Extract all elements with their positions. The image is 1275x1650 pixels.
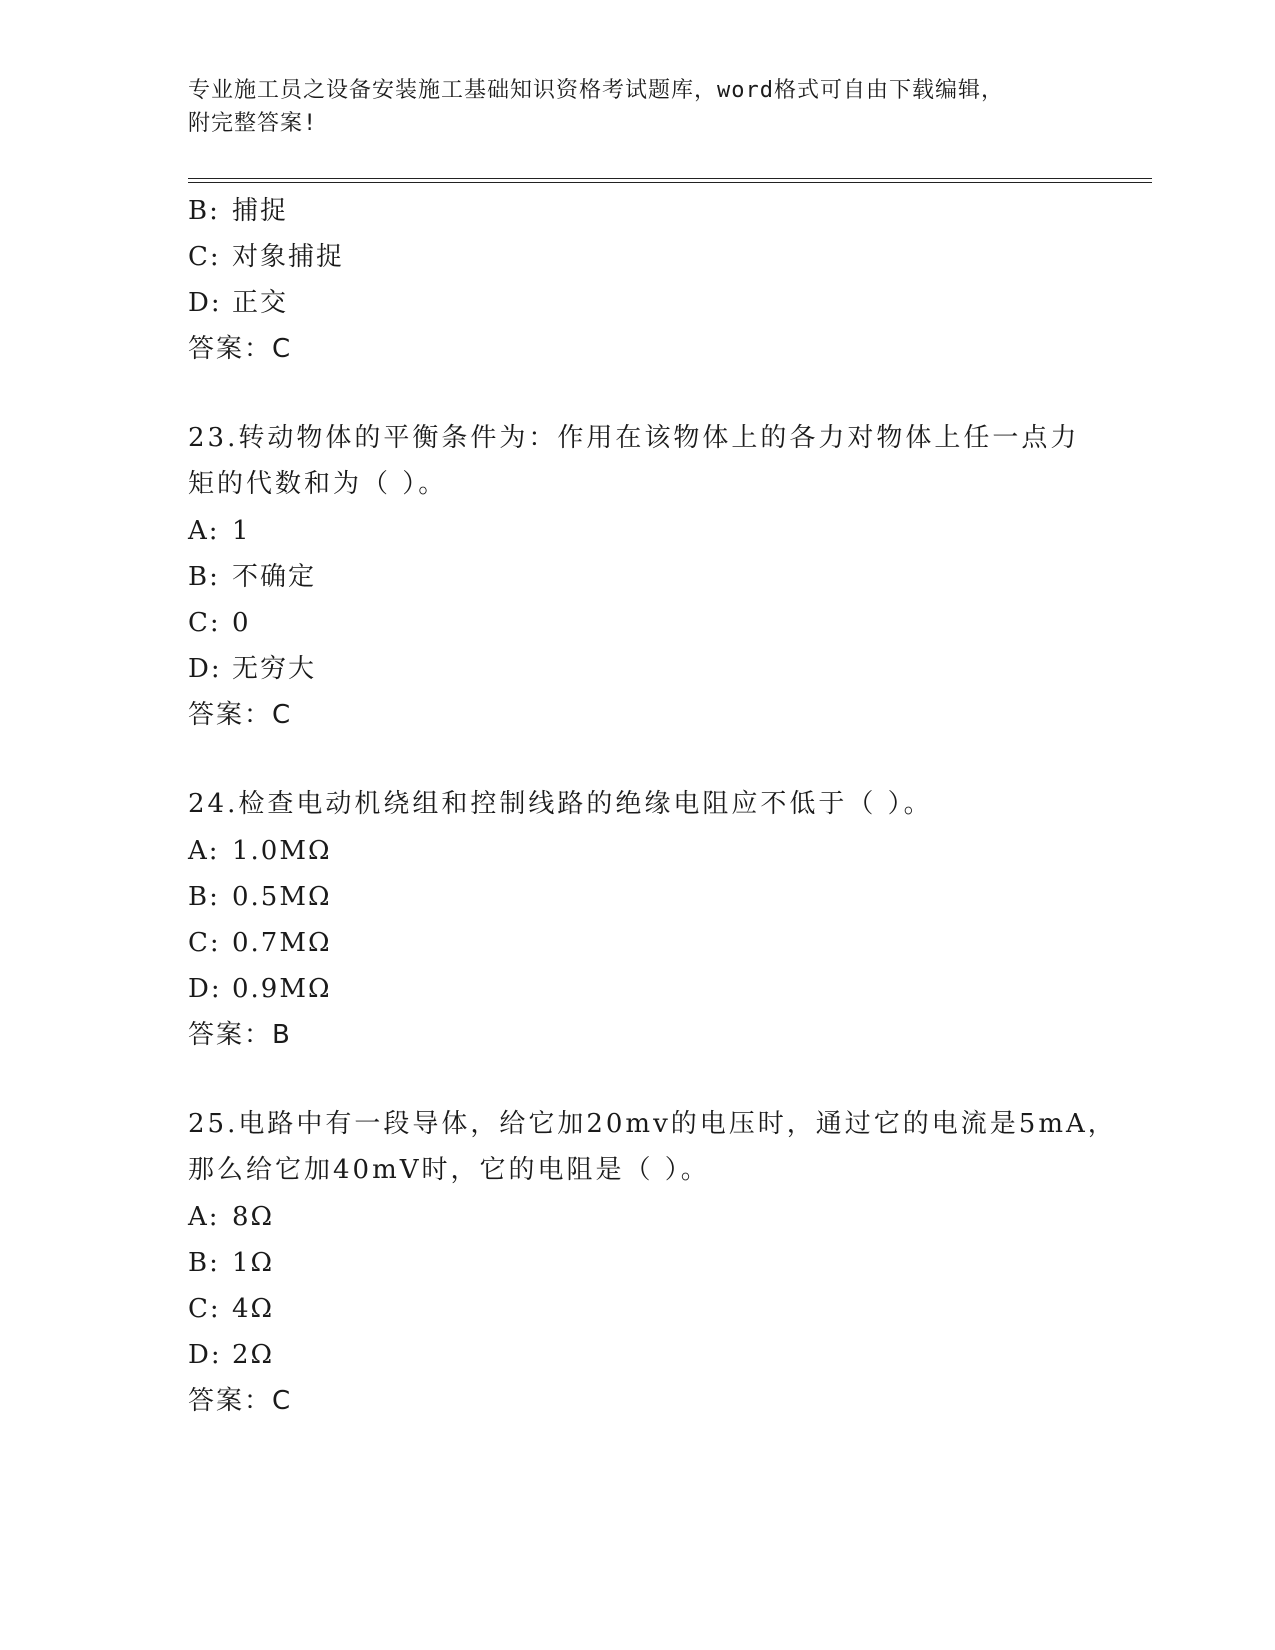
option-c	[188, 600, 1108, 646]
option-label: C:	[188, 1294, 221, 1324]
option-d	[188, 966, 1108, 1012]
option-d	[188, 646, 1108, 692]
option-text: 不确定	[232, 562, 317, 592]
option-text: 0.5MΩ	[232, 882, 332, 912]
option-b	[188, 188, 1108, 234]
option-b	[188, 1240, 1108, 1286]
option-label: C:	[188, 608, 221, 638]
option-d	[188, 280, 1108, 326]
option-label: D:	[188, 1340, 222, 1370]
option-b	[188, 874, 1108, 920]
question-text: 23.转动物体的平衡条件为：作用在该物体上的各力对物体上任一点力	[188, 423, 1080, 453]
answer: 答案：C	[188, 1386, 293, 1416]
option-label: B:	[188, 1248, 220, 1278]
option-text: 无穷大	[232, 654, 317, 684]
header-line-2: 附完整答案!	[188, 111, 318, 136]
partial-question	[188, 188, 1108, 372]
option-a	[188, 1194, 1108, 1240]
option-label: C:	[188, 242, 221, 272]
option-label: B:	[188, 562, 220, 592]
option-label: A:	[188, 836, 220, 866]
option-label: D:	[188, 288, 222, 318]
question-text: 24.检查电动机绕组和控制线路的绝缘电阻应不低于（ ）。	[188, 789, 933, 819]
option-c	[188, 920, 1108, 966]
option-text: 8Ω	[232, 1202, 275, 1232]
question-content	[188, 188, 1117, 1424]
question-text: 矩的代数和为（ ）。	[188, 469, 448, 499]
option-label: D:	[188, 654, 222, 684]
option-text: 0.9MΩ	[232, 974, 332, 1004]
answer: 答案：B	[188, 1020, 292, 1050]
answer: 答案：C	[188, 334, 293, 364]
option-label: A:	[188, 516, 220, 546]
option-b	[188, 554, 1108, 600]
option-text: 2Ω	[232, 1340, 275, 1370]
question-text: 25.电路中有一段导体，给它加20mv的电压时，通过它的电流是5mA，	[188, 1109, 1117, 1139]
option-c	[188, 1286, 1108, 1332]
option-a	[188, 508, 1108, 554]
header-divider	[188, 178, 1152, 183]
question-23	[188, 416, 1108, 738]
question-text: 那么给它加40mV时，它的电阻是（ ）。	[188, 1155, 710, 1185]
option-label: B:	[188, 882, 220, 912]
option-text: 1Ω	[232, 1248, 275, 1278]
question-24	[188, 782, 1108, 1058]
option-label: B:	[188, 196, 220, 226]
option-text: 1.0MΩ	[232, 836, 332, 866]
question-25	[188, 1102, 1117, 1424]
option-text: 0	[232, 608, 251, 638]
option-d	[188, 1332, 1108, 1378]
option-label: A:	[188, 1202, 220, 1232]
option-text: 对象捕捉	[232, 242, 345, 272]
option-text: 捕捉	[232, 196, 289, 226]
option-text: 0.7MΩ	[232, 928, 332, 958]
answer: 答案：C	[188, 700, 293, 730]
option-label: C:	[188, 928, 221, 958]
option-text: 1	[232, 516, 251, 546]
option-label: D:	[188, 974, 222, 1004]
option-a	[188, 828, 1108, 874]
option-c	[188, 234, 1108, 280]
option-text: 4Ω	[232, 1294, 275, 1324]
header-line-1: 专业施工员之设备安装施工基础知识资格考试题库，word格式可自由下载编辑，	[188, 78, 1004, 103]
page-header	[188, 74, 1068, 140]
option-text: 正交	[232, 288, 289, 318]
